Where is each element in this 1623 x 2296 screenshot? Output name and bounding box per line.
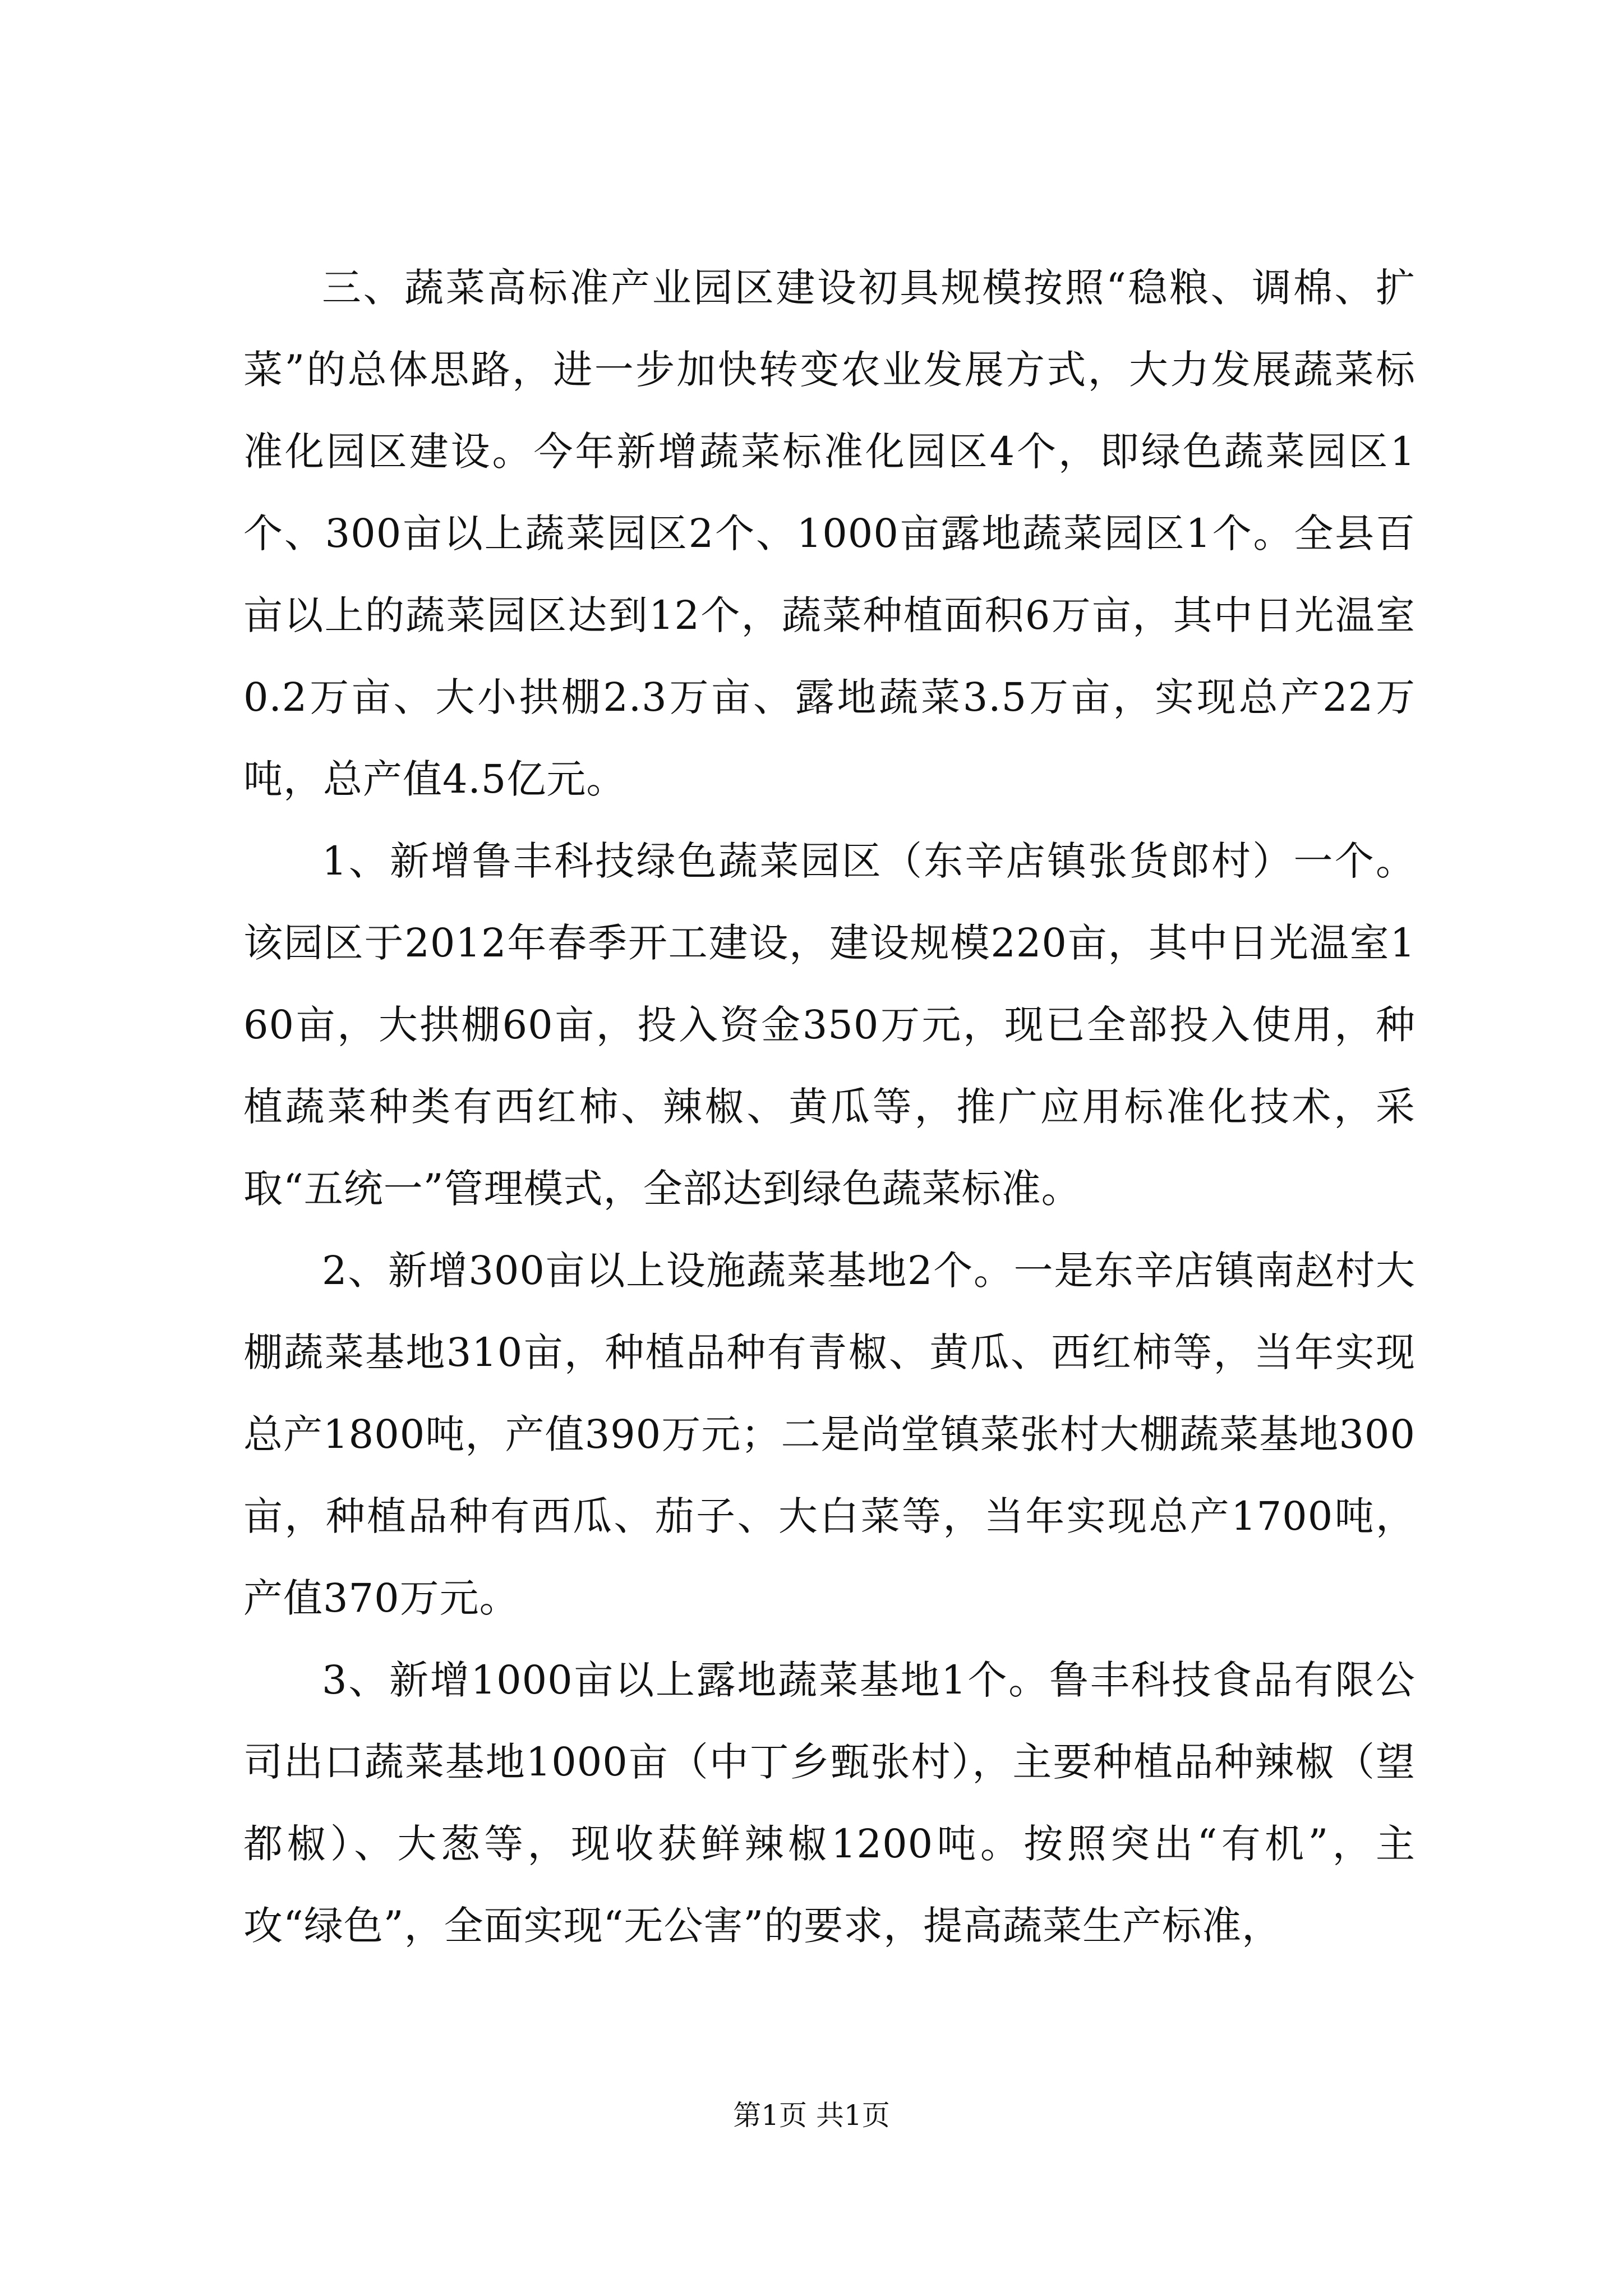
paragraph-item-3-open-field-base: 3、新增1000亩以上露地蔬菜基地1个。鲁丰科技食品有限公司出口蔬菜基地1000亩（中丁乡甄张村），主要种植品种辣椒（望都椒）、大葱等，现收获鲜辣椒1200吨。按照突出“有机”，主攻“绿色”，全面实现“无公害”的要求，提高蔬菜生产标准，: [243, 1657, 1415, 1949]
document-body: [243, 247, 1415, 1967]
paragraph-item-2-facility-bases: 2、新增300亩以上设施蔬菜基地2个。一是东辛店镇南赵村大棚蔬菜基地310亩，种植品种有青椒、黄瓜、西红柿等，当年实现总产1800吨，产值390万元；二是尚堂镇菜张村大棚蔬菜基地300亩，种植品种有西瓜、茄子、大白菜等，当年实现总产1700吨，产值370万元。: [243, 1248, 1415, 1621]
page-number-footer: 第1页 共1页: [733, 2099, 890, 2132]
paragraph-vegetable-park-overview: 三、蔬菜高标准产业园区建设初具规模按照“稳粮、调棉、扩菜”的总体思路，进一步加快转变农业发展方式，大力发展蔬菜标准化园区建设。今年新增蔬菜标准化园区4个，即绿色蔬菜园区1个、300亩以上蔬菜园区2个、1000亩露地蔬菜园区1个。全县百亩以上的蔬菜园区达到12个，蔬菜种植面积6万亩，其中日光温室0.2万亩、大小拱棚2.3万亩、露地蔬菜3.5万亩，实现总产22万吨，总产值4.5亿元。: [243, 265, 1415, 802]
paragraph-item-1-green-park: 1、新增鲁丰科技绿色蔬菜园区（东辛店镇张货郎村）一个。该园区于2012年春季开工建设，建设规模220亩，其中日光温室160亩，大拱棚60亩，投入资金350万元，现已全部投入使用，种植蔬菜种类有西红柿、辣椒、黄瓜等，推广应用标准化技术，采取“五统一”管理模式，全部达到绿色蔬菜标准。: [243, 838, 1415, 1212]
